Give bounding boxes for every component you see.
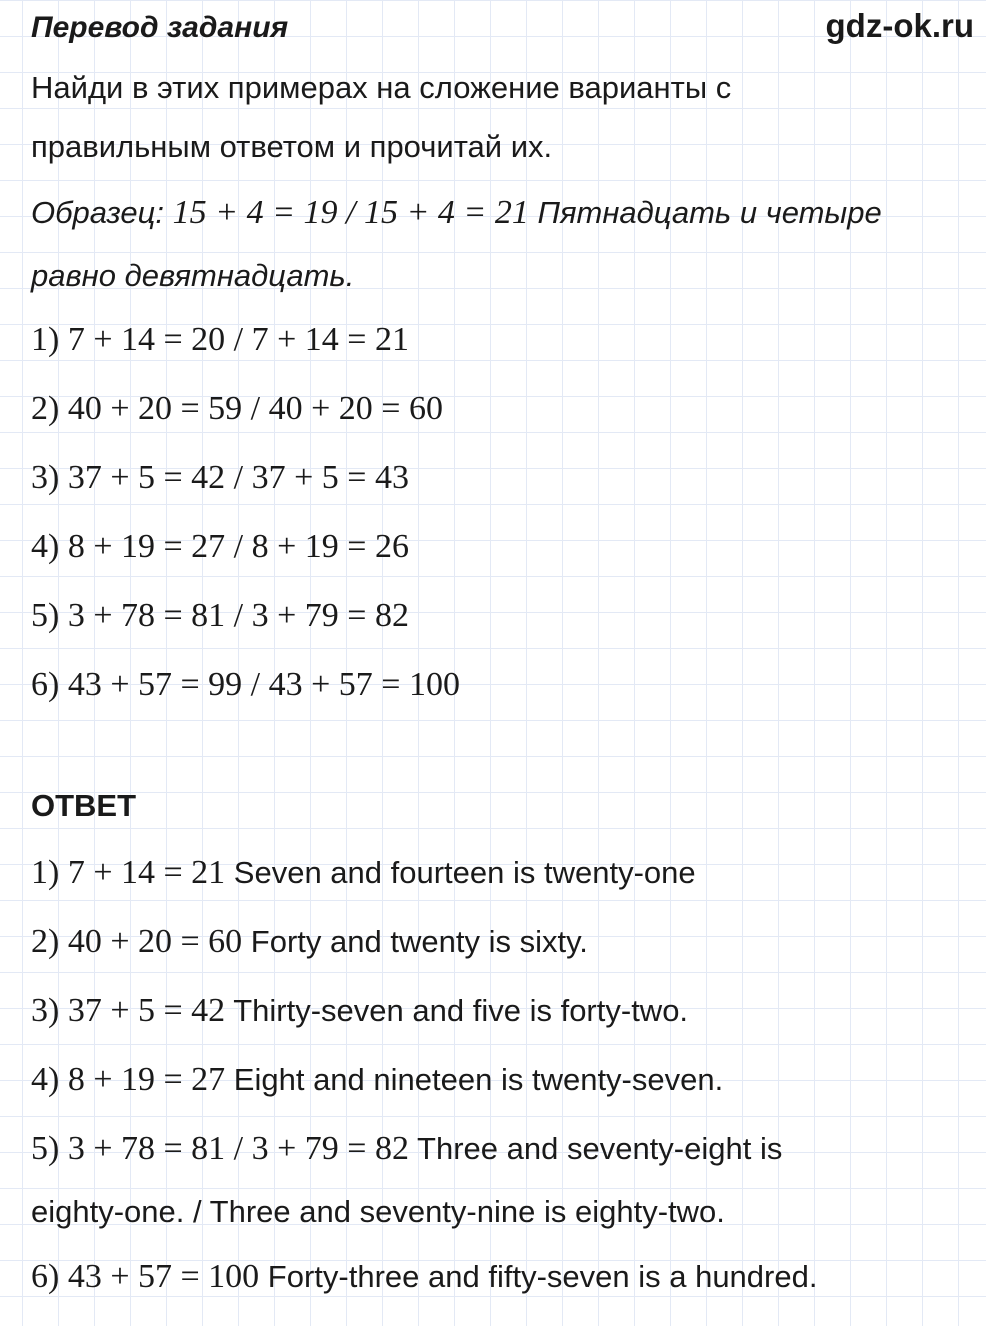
answer-item-4 [31,1060,723,1100]
task-item-2: 2) 40 + 20 = 59 / 40 + 20 = 60 [31,390,443,427]
answer-item-2 [31,922,588,962]
answer-equation: 3) 37 + 5 = 42 [31,992,226,1029]
instruction-line-2: правильным ответом и прочитай их. [31,129,553,164]
task-item-3: 3) 37 + 5 = 42 / 37 + 5 = 43 [31,459,409,496]
answer-equation: 6) 43 + 57 = 100 [31,1258,260,1295]
sample-line [31,193,882,233]
answer-equation: 2) 40 + 20 = 60 [31,923,243,960]
answer-equation: 5) 3 + 78 = 81 / 3 + 79 = 82 [31,1130,409,1167]
sample-text: Пятнадцать и четыре [537,195,882,230]
task-item-1: 1) 7 + 14 = 20 / 7 + 14 = 21 [31,321,409,358]
sample-text-continuation: равно девятнадцать. [31,258,355,293]
answer-equation: 4) 8 + 19 = 27 [31,1061,226,1098]
answer-equation: 1) 7 + 14 = 21 [31,854,226,891]
answer-text: Three and seventy-eight is [417,1131,783,1166]
sample-equation: 15 + 4 = 19 / 15 + 4 = 21 [172,194,529,231]
answer-text: Eight and nineteen is twenty-seven. [233,1062,724,1097]
sample-label: Образец: [31,195,164,230]
task-item-5: 5) 3 + 78 = 81 / 3 + 79 = 82 [31,597,409,634]
answer-item-1 [31,853,696,893]
answer-text: Seven and fourteen is twenty-one [233,855,696,890]
task-item-6: 6) 43 + 57 = 99 / 43 + 57 = 100 [31,666,460,703]
page-title: Перевод задания [31,11,289,44]
instruction-line-1: Найди в этих примерах на сложение варианты с [31,70,732,105]
answer-item-6 [31,1257,817,1297]
answer-item-3 [31,991,688,1031]
answer-text: Forty and twenty is sixty. [250,924,588,959]
answer-text: Forty-three and fifty-seven is a hundred. [267,1259,818,1294]
answer-heading: ОТВЕТ [31,788,137,823]
answer-item-5-continuation: eighty-one. / Three and seventy-nine is eighty-two. [31,1194,725,1229]
answer-item-5 [31,1129,782,1169]
answer-text: Thirty-seven and five is forty-two. [233,993,689,1028]
site-logo-text: gdz-ok.ru [825,7,974,44]
task-item-4: 4) 8 + 19 = 27 / 8 + 19 = 26 [31,528,409,565]
